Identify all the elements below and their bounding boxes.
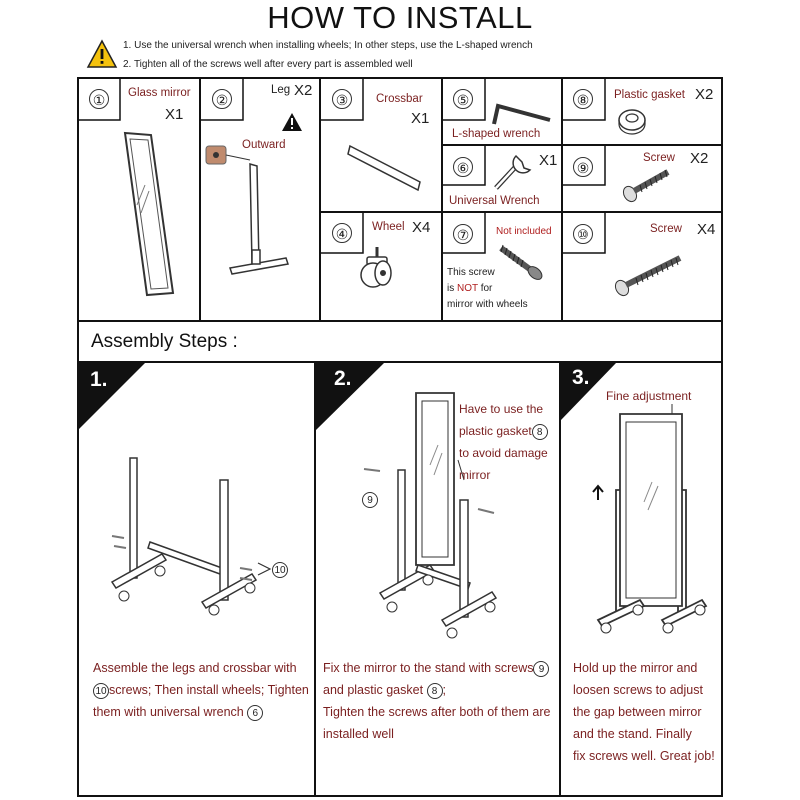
part-5-number: ⑤ xyxy=(453,89,473,109)
note-1: 1. Use the universal wrench when installing wheels; In other steps, use the L-shaped wrench xyxy=(123,40,533,51)
part-9-number: ⑨ xyxy=(573,157,593,177)
part-2-extra: Outward xyxy=(242,139,286,151)
step-2-line1 xyxy=(323,657,550,679)
part-7-note-not: NOT xyxy=(457,283,478,294)
part-10-number: ⑩ xyxy=(573,224,593,244)
step-2-line2-num: 8 xyxy=(427,683,443,699)
step-2-line1-text: Fix the mirror to the stand with screws xyxy=(323,661,534,675)
step-3-number: 3. xyxy=(572,366,590,389)
step-2-text xyxy=(323,657,550,745)
part-1-qty: X1 xyxy=(165,106,184,123)
part-10-name: Screw xyxy=(650,223,682,235)
part-4-name: Wheel xyxy=(372,221,405,233)
part-7-note-line3: mirror with wheels xyxy=(447,299,528,310)
step-1-line3 xyxy=(93,701,309,723)
part-6-number: ⑥ xyxy=(453,157,473,177)
part-6-qty: X1 xyxy=(539,152,558,169)
part-5-name: L-shaped wrench xyxy=(452,128,541,140)
step-3-line5: fix screws well. Great job! xyxy=(573,749,715,763)
step-2-callout-line3: to avoid damage xyxy=(459,446,548,460)
step-3-line4: and the stand. Finally xyxy=(573,727,692,741)
step-1-line1: Assemble the legs and crossbar with xyxy=(93,661,297,675)
part-9-qty: X2 xyxy=(690,150,709,167)
step-2-callout-gasket: plastic gasket xyxy=(459,424,532,438)
assembly-title: Assembly Steps : xyxy=(91,331,238,352)
part-8-name: Plastic gasket xyxy=(614,89,685,101)
step-3-illustration xyxy=(580,402,740,642)
step-3-text xyxy=(573,657,715,767)
part-7-name: Not included xyxy=(496,226,552,237)
part-6-name: Universal Wrench xyxy=(449,195,540,207)
part-2-name: Leg xyxy=(271,84,291,96)
part-4-number: ④ xyxy=(332,223,352,243)
part-3-number: ③ xyxy=(332,89,352,109)
step-2-line2: and plastic gasket 8 ; xyxy=(323,683,447,697)
step-2-line3: Tighten the screws after both of them are xyxy=(323,705,551,719)
step-2-line4: installed well xyxy=(323,727,394,741)
part-3-qty: X1 xyxy=(411,110,430,127)
step-1-line2-text: screws; Then install wheels; Tighten xyxy=(109,683,309,697)
step-3-line1: Hold up the mirror and xyxy=(573,661,698,675)
part-7-note-line1: This screw xyxy=(447,267,495,278)
step-3-callout: Fine adjustment xyxy=(606,389,692,403)
part-1-name: Glass mirror xyxy=(128,87,191,99)
step-1-illustration xyxy=(90,450,320,610)
step-3-line2: loosen screws to adjust xyxy=(573,683,703,697)
step-1-line2 xyxy=(93,679,309,701)
step-2-callout xyxy=(459,398,548,486)
part-7-number: ⑦ xyxy=(453,224,473,244)
part-10-qty: X4 xyxy=(697,221,716,238)
step-1-line3-text: them with universal wrench xyxy=(93,705,244,719)
step-2-callout-line4: mirror xyxy=(459,468,491,482)
step-1-text xyxy=(93,657,309,723)
part-8-number: ⑧ xyxy=(573,89,593,109)
part-7-note-for: for xyxy=(477,283,493,294)
note-2: 2. Tighten all of the screws well after every part is assembled well xyxy=(123,59,413,70)
part-2-number: ② xyxy=(212,89,232,109)
step-1-line3-num: 6 xyxy=(247,705,263,721)
step-2-callout-line1: Have to use the xyxy=(459,402,544,416)
step-2-number: 2. xyxy=(334,367,352,390)
part-1-number: ① xyxy=(89,89,109,109)
part-2-qty: X2 xyxy=(294,82,313,99)
step-2-callout-line2 xyxy=(459,420,548,442)
part-9-name: Screw xyxy=(643,152,675,164)
step-1-screw-callout: 10 xyxy=(272,562,288,578)
step-2-screw-callout: 9 xyxy=(362,492,378,508)
step-3-line3: the gap between mirror xyxy=(573,705,702,719)
step-2-callout-gasket-num: 8 xyxy=(532,424,548,440)
step-1-line2-num: 10 xyxy=(93,683,109,699)
step-2-line2-text: and plastic gasket xyxy=(323,683,424,697)
part-4-qty: X4 xyxy=(412,219,431,236)
part-7-note-is: is xyxy=(447,283,457,294)
step-1-number: 1. xyxy=(90,368,108,391)
part-8-qty: X2 xyxy=(695,86,714,103)
part-3-name: Crossbar xyxy=(376,93,423,105)
step-2-line1-num: 9 xyxy=(533,661,549,677)
page-title: HOW TO INSTALL xyxy=(267,0,533,35)
